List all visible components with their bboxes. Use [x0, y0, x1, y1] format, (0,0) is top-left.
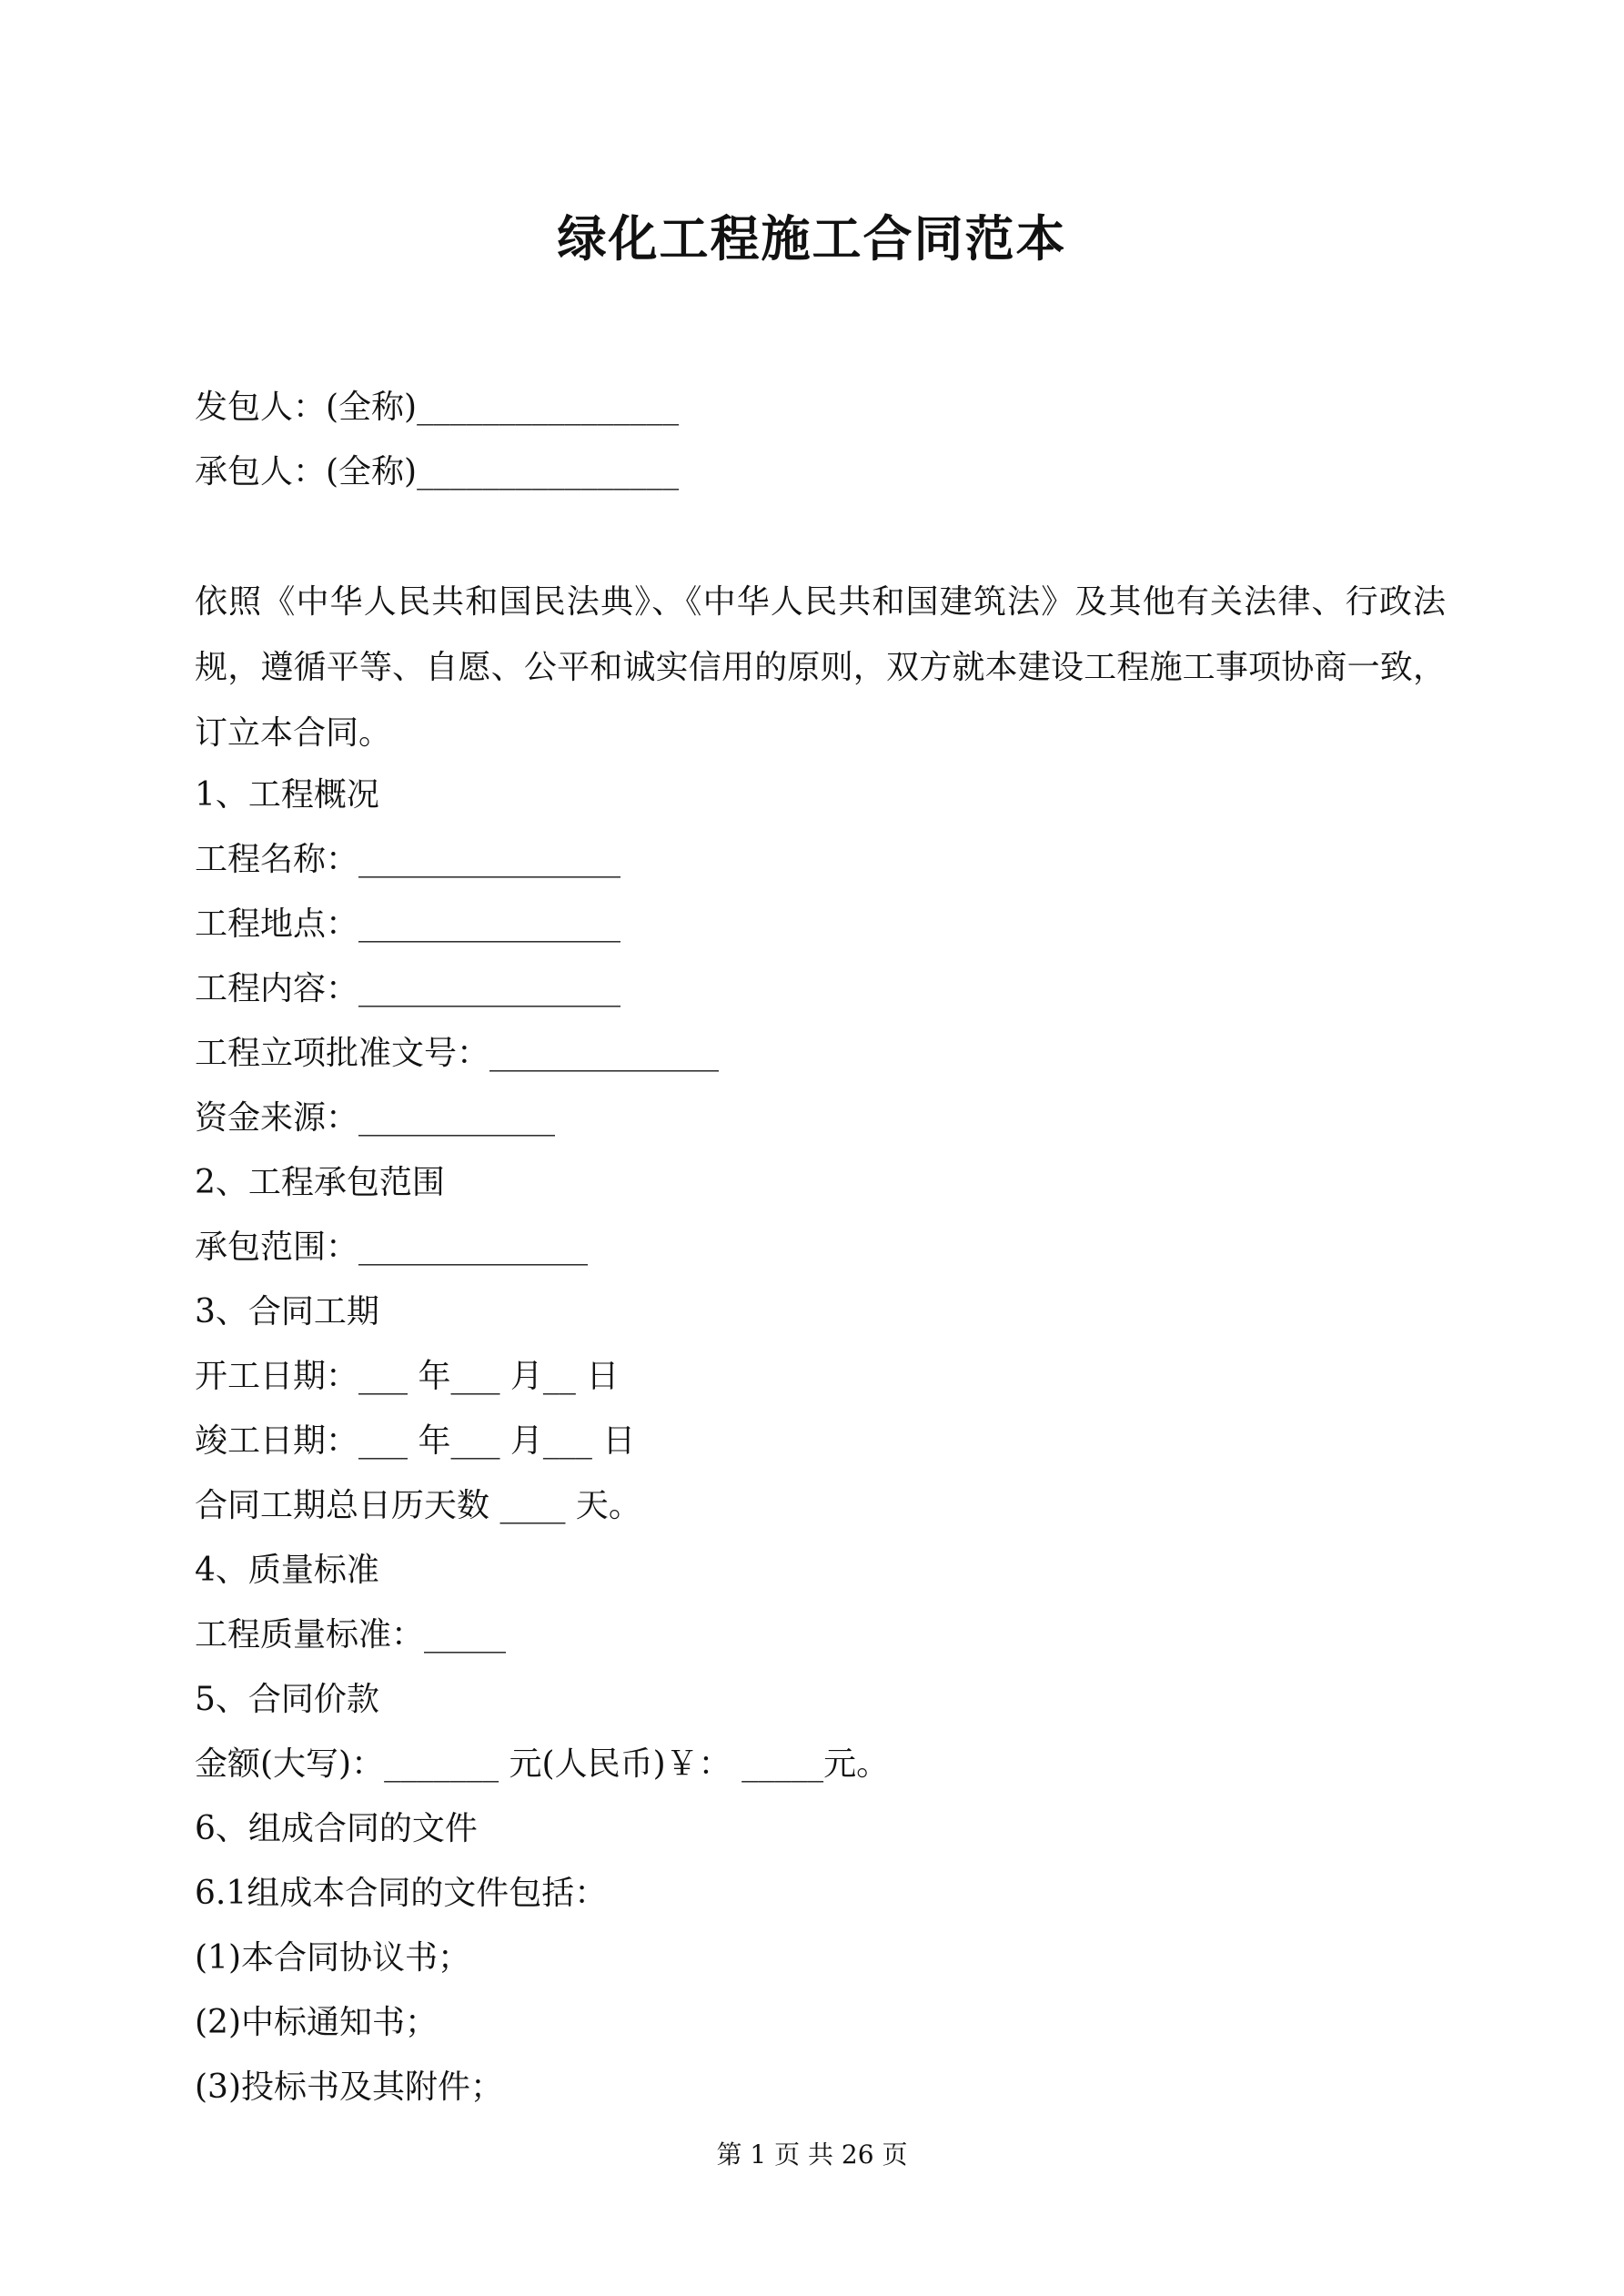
- contractor-line: 承包人：(全称)________________: [195, 453, 680, 491]
- employer-line: 发包人：(全称)________________: [195, 389, 680, 426]
- section1-heading: 1、工程概况: [195, 776, 379, 814]
- project-approval-field: 工程立项批准文号：______________: [195, 1035, 720, 1072]
- section5-heading: 5、合同价款: [195, 1681, 379, 1718]
- section4-heading: 4、质量标准: [195, 1552, 379, 1589]
- list-item: (1)本合同协议书；: [195, 1939, 470, 1977]
- quality-standard-field: 工程质量标准：_____: [195, 1616, 507, 1654]
- section2-heading: 2、工程承包范围: [195, 1164, 445, 1201]
- project-content-field: 工程内容：________________: [195, 970, 621, 1007]
- contract-amount-field: 金额(大写)：_______ 元(人民币)￥： _____元。: [195, 1745, 890, 1783]
- section6-heading: 6、组成合同的文件: [195, 1810, 478, 1847]
- contract-scope-field: 承包范围：______________: [195, 1229, 589, 1266]
- completion-date-field: 竣工日期：___ 年___ 月___ 日: [195, 1422, 636, 1460]
- documents-intro: 6.1组成本合同的文件包括：: [195, 1875, 608, 1912]
- total-days-field: 合同工期总日历天数 ____ 天。: [195, 1487, 641, 1524]
- start-date-field: 开工日期：___ 年___ 月__ 日: [195, 1358, 620, 1395]
- list-item: (3)投标书及其附件；: [195, 2068, 503, 2106]
- project-name-field: 工程名称：________________: [195, 841, 621, 878]
- page-number-footer: 第 1 页 共 26 页: [716, 2139, 908, 2170]
- preamble-paragraph: 依照《中华人民共和国民法典》、《中华人民共和国建筑法》及其他有关法律、行政法规，遵循平等、自愿、公平和诚实信用的原则，双方就本建设工程施工事项协商一致，订立本合同。: [195, 583, 1446, 752]
- funding-source-field: 资金来源：____________: [195, 1099, 556, 1137]
- list-item: (2)中标通知书；: [195, 2004, 438, 2041]
- project-location-field: 工程地点：________________: [195, 905, 621, 943]
- section3-heading: 3、合同工期: [195, 1293, 379, 1330]
- document-title: 绿化工程施工合同范本: [557, 209, 1067, 268]
